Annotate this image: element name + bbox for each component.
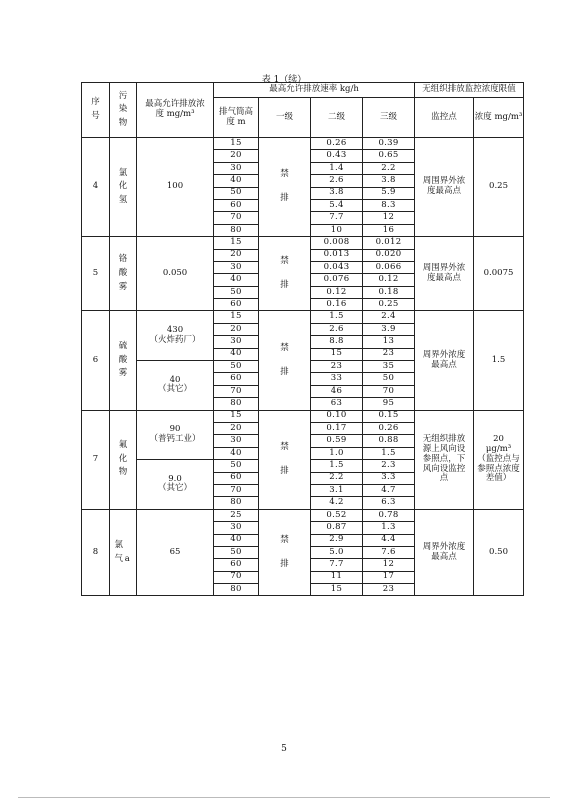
stack-height: 50 [214, 460, 259, 472]
monitor-limit-cell [474, 237, 524, 311]
stack-height: 50 [214, 286, 259, 298]
stack-height: 60 [214, 559, 259, 571]
rate-level3: 0.020 [363, 249, 415, 261]
stack-height: 20 [214, 323, 259, 335]
conc-value: 430 [166, 324, 184, 335]
rate-level2: 1.4 [311, 162, 363, 174]
rate-level3: 0.18 [363, 286, 415, 298]
stack-height: 20 [214, 150, 259, 162]
rate-level3: 23 [363, 584, 415, 596]
stack-height: 40 [214, 274, 259, 286]
rate-level2: 1.5 [311, 460, 363, 472]
rate-level2: 7.7 [311, 559, 363, 571]
monitor-point-cell [415, 311, 474, 410]
stack-height: 15 [214, 410, 259, 422]
rate-level3: 3.3 [363, 472, 415, 484]
rate-level2: 4.2 [311, 497, 363, 509]
rate-level2: 0.10 [311, 410, 363, 422]
stack-height: 30 [214, 522, 259, 534]
stack-height: 80 [214, 398, 259, 410]
conc-value: 9.0 [168, 473, 182, 484]
pollutant-name: 硫酸雾 [118, 341, 128, 379]
stack-height: 30 [214, 435, 259, 447]
rate-level2: 11 [311, 571, 363, 583]
rate-level2: 0.008 [311, 237, 363, 249]
rate-level3: 13 [363, 336, 415, 348]
pollutant-note: a [124, 553, 130, 564]
rate-level2: 5.0 [311, 546, 363, 558]
rate-level2: 1.5 [311, 311, 363, 323]
rate-level3: 1.3 [363, 522, 415, 534]
rate-level2: 46 [311, 385, 363, 397]
rate-level3: 0.88 [363, 435, 415, 447]
rate-level3: 70 [363, 385, 415, 397]
rate-level3: 95 [363, 398, 415, 410]
rate-level2: 3.1 [311, 484, 363, 496]
pollutant-name: 铬酸雾 [118, 254, 128, 292]
header-lv2: 二级 [311, 98, 363, 138]
rate-level3: 50 [363, 373, 415, 385]
seq-cell: 4 [82, 138, 110, 237]
stack-height: 70 [214, 385, 259, 397]
rate-level3: 3.8 [363, 175, 415, 187]
stack-height: 20 [214, 422, 259, 434]
rate-level3: 0.25 [363, 299, 415, 311]
conc-cell [137, 311, 214, 361]
rate-level3: 1.5 [363, 447, 415, 459]
pollutant-name: 氯气 [114, 539, 124, 564]
rate-level2: 15 [311, 348, 363, 360]
seq-cell: 5 [82, 237, 110, 311]
monitor-point-text: 周界外浓度最高点 [422, 541, 466, 562]
conc-value: 90 [169, 424, 181, 435]
header-pollutant: 污染物 [110, 83, 137, 138]
monitor-limit-value: 0.50 [489, 546, 508, 557]
table-row [82, 138, 524, 150]
conc-sub: （普钙工业） [149, 433, 201, 444]
stack-height: 70 [214, 571, 259, 583]
rate-level2: 33 [311, 373, 363, 385]
seq-cell: 6 [82, 311, 110, 410]
rate-level3: 4.7 [363, 484, 415, 496]
stack-height: 70 [214, 484, 259, 496]
page-number: 5 [281, 744, 287, 754]
rate-level2: 0.43 [311, 150, 363, 162]
rate-level3: 16 [363, 224, 415, 236]
stack-height: 40 [214, 447, 259, 459]
rate-level2: 0.043 [311, 261, 363, 273]
conc-sub: （其它） [157, 483, 192, 494]
pollutant-name: 氯化氢 [118, 167, 128, 205]
monitor-point-cell [415, 410, 474, 509]
rate-level2: 3.8 [311, 187, 363, 199]
stack-height: 20 [214, 249, 259, 261]
rate-level3: 0.78 [363, 509, 415, 521]
rate-level3: 23 [363, 348, 415, 360]
stack-height: 80 [214, 584, 259, 596]
conc-cell [137, 237, 214, 311]
pollutant-cell [110, 410, 137, 509]
forbidden-text: 禁 [280, 256, 289, 267]
monitor-point-text: 周界外浓度最高点 [422, 349, 466, 370]
monitor-limit-value: 0.0075 [483, 267, 514, 278]
monitor-limit-value: 20 [493, 434, 504, 445]
monitor-point-cell [415, 237, 474, 311]
header-stack: 排气筒高度 m [214, 98, 259, 138]
conc-cell [137, 361, 214, 411]
stack-height: 30 [214, 336, 259, 348]
rate-level2: 0.52 [311, 509, 363, 521]
stack-height: 30 [214, 162, 259, 174]
rate-level3: 7.6 [363, 546, 415, 558]
header-conc: 最高允许排放浓度 mg/m³ [137, 83, 214, 138]
pollutant-cell [110, 509, 137, 596]
monitor-limit-cell [474, 138, 524, 237]
stack-height: 15 [214, 311, 259, 323]
rate-level2: 0.076 [311, 274, 363, 286]
forbidden-cell [259, 138, 311, 237]
forbidden-text: 排 [280, 279, 289, 290]
rate-level3: 0.012 [363, 237, 415, 249]
forbidden-text: 禁 [280, 342, 289, 353]
rate-level3: 2.2 [363, 162, 415, 174]
stack-height: 30 [214, 261, 259, 273]
rate-level2: 2.6 [311, 323, 363, 335]
header-seq: 序号 [82, 83, 110, 138]
stack-height: 50 [214, 187, 259, 199]
stack-height: 40 [214, 534, 259, 546]
rate-level3: 8.3 [363, 199, 415, 211]
stack-height: 60 [214, 199, 259, 211]
rate-level2: 5.4 [311, 199, 363, 211]
rate-level2: 23 [311, 361, 363, 373]
rate-level2: 8.8 [311, 336, 363, 348]
rate-level2: 10 [311, 224, 363, 236]
monitor-limit-value: 0.25 [489, 181, 508, 192]
rate-level2: 2.2 [311, 472, 363, 484]
stack-height: 15 [214, 138, 259, 150]
rate-level3: 0.15 [363, 410, 415, 422]
stack-height: 25 [214, 509, 259, 521]
header-monitor-point: 监控点 [415, 98, 474, 138]
rate-level3: 12 [363, 212, 415, 224]
monitor-limit-note: （监控点与参照点浓度差值） [477, 453, 520, 484]
forbidden-text: 排 [280, 366, 289, 377]
seq-cell: 7 [82, 410, 110, 509]
table-row [82, 410, 524, 422]
rate-level3: 0.39 [363, 138, 415, 150]
rate-level2: 63 [311, 398, 363, 410]
forbidden-text: 排 [280, 558, 289, 569]
rate-level2: 15 [311, 584, 363, 596]
forbidden-text: 禁 [280, 534, 289, 545]
table-row [82, 311, 524, 323]
monitor-limit-value: 1.5 [491, 354, 506, 365]
emission-standard-table [81, 82, 524, 596]
rate-level2: 1.0 [311, 447, 363, 459]
forbidden-text: 禁 [280, 169, 289, 180]
forbidden-cell [259, 237, 311, 311]
rate-level2: 2.9 [311, 534, 363, 546]
header-limit-group: 无组织排放监控浓度限值 [415, 83, 524, 98]
rate-level3: 0.26 [363, 422, 415, 434]
stack-height: 40 [214, 348, 259, 360]
rate-level3: 35 [363, 361, 415, 373]
rate-level3: 4.4 [363, 534, 415, 546]
monitor-point-text: 无组织排放源上风向设参照点，下风向设监控点 [422, 434, 466, 484]
rate-level3: 2.4 [363, 311, 415, 323]
rate-level3: 0.066 [363, 261, 415, 273]
page-bottom-rule [18, 797, 550, 798]
monitor-point-cell [415, 138, 474, 237]
conc-cell [137, 460, 214, 510]
rate-level3: 0.65 [363, 150, 415, 162]
rate-level2: 0.59 [311, 435, 363, 447]
rate-level3: 12 [363, 559, 415, 571]
header-rate-group: 最高允许排放速率 kg/h [214, 83, 415, 98]
conc-value: 65 [169, 546, 181, 557]
pollutant-name: 氟化物 [118, 440, 128, 478]
rate-level2: 0.12 [311, 286, 363, 298]
table-row [82, 237, 524, 249]
monitor-limit-cell [474, 311, 524, 410]
forbidden-cell [259, 410, 311, 509]
stack-height: 60 [214, 472, 259, 484]
monitor-point-text: 周围界外浓度最高点 [422, 176, 466, 197]
rate-level3: 17 [363, 571, 415, 583]
header-monitor-conc: 浓度 mg/m³ [474, 98, 524, 138]
stack-height: 60 [214, 373, 259, 385]
conc-cell [137, 410, 214, 460]
rate-level3: 3.9 [363, 323, 415, 335]
forbidden-cell [259, 311, 311, 410]
stack-height: 70 [214, 212, 259, 224]
forbidden-text: 排 [280, 193, 289, 204]
stack-height: 80 [214, 497, 259, 509]
stack-height: 80 [214, 224, 259, 236]
rate-level2: 2.6 [311, 175, 363, 187]
rate-level3: 6.3 [363, 497, 415, 509]
rate-level2: 0.87 [311, 522, 363, 534]
conc-cell [137, 509, 214, 596]
rate-level2: 0.17 [311, 422, 363, 434]
monitor-limit-unit: μg/m³ [485, 444, 512, 454]
pollutant-cell [110, 138, 137, 237]
rate-level3: 0.12 [363, 274, 415, 286]
forbidden-text: 禁 [280, 441, 289, 452]
conc-cell [137, 138, 214, 237]
conc-value: 40 [169, 374, 181, 385]
stack-height: 50 [214, 546, 259, 558]
rate-level2: 0.013 [311, 249, 363, 261]
monitor-limit-cell [474, 509, 524, 596]
forbidden-text: 排 [280, 465, 289, 476]
rate-level2: 0.16 [311, 299, 363, 311]
stack-height: 50 [214, 361, 259, 373]
stack-height: 15 [214, 237, 259, 249]
rate-level2: 0.26 [311, 138, 363, 150]
monitor-point-cell [415, 509, 474, 596]
monitor-limit-cell [474, 410, 524, 509]
rate-level3: 5.9 [363, 187, 415, 199]
rate-level2: 7.7 [311, 212, 363, 224]
stack-height: 60 [214, 299, 259, 311]
table-row [82, 509, 524, 521]
stack-height: 40 [214, 175, 259, 187]
seq-cell: 8 [82, 509, 110, 596]
pollutant-cell [110, 311, 137, 410]
conc-sub: （其它） [157, 384, 192, 395]
header-lv3: 三级 [363, 98, 415, 138]
forbidden-cell [259, 509, 311, 596]
header-lv1: 一级 [259, 98, 311, 138]
conc-value: 0.050 [162, 267, 188, 278]
table-caption: 表 1（续） [261, 75, 307, 85]
conc-sub: （火炸药厂） [149, 334, 201, 345]
conc-value: 100 [166, 181, 184, 192]
monitor-point-text: 周围界外浓度最高点 [422, 263, 466, 283]
pollutant-cell [110, 237, 137, 311]
rate-level3: 2.3 [363, 460, 415, 472]
